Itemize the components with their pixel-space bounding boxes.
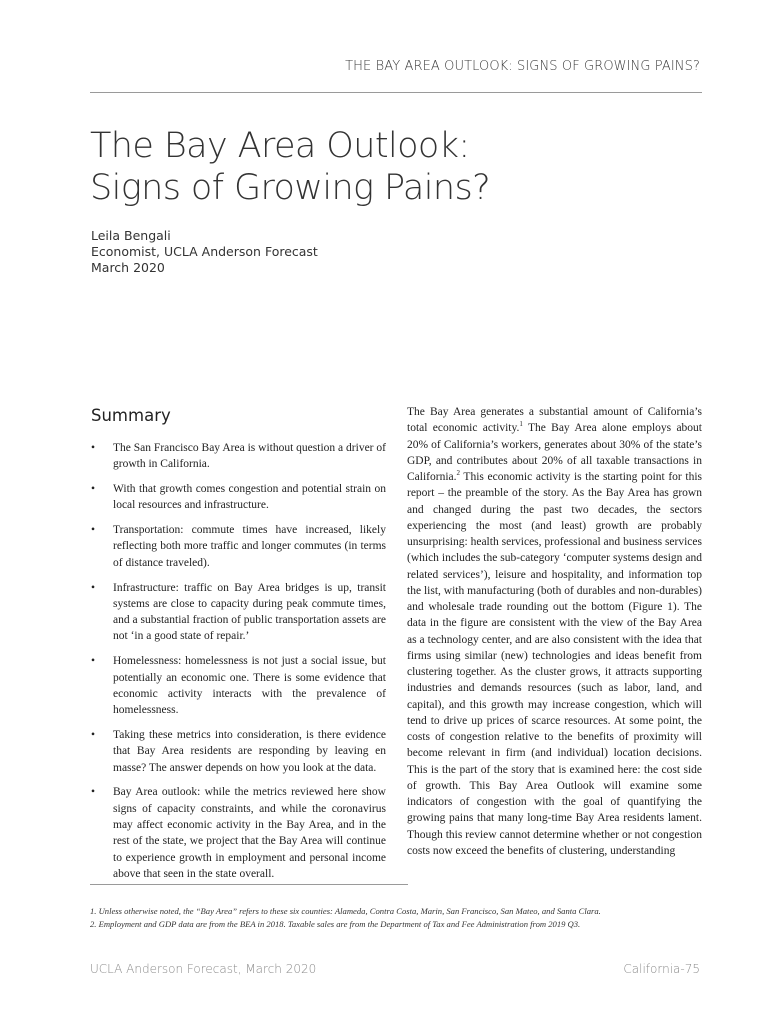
summary-bullet bbox=[91, 727, 386, 776]
summary-bullet bbox=[91, 522, 386, 571]
title-line-2: Signs of Growing Pains? bbox=[90, 168, 491, 208]
bullet-marker: • bbox=[91, 655, 96, 668]
running-head: THE BAY AREA OUTLOOK: SIGNS OF GROWING PAINS? bbox=[345, 59, 700, 74]
bullet-text: Homelessness: homelessness is not just a social issue, but potentially an economic one. There is some evidence that economic activity interacts with the prevalence of homelessness. bbox=[113, 655, 386, 717]
bullet-marker: • bbox=[91, 786, 96, 799]
bullet-marker: • bbox=[91, 581, 96, 594]
body-paragraph bbox=[407, 404, 702, 859]
summary-bullet bbox=[91, 653, 386, 718]
summary-heading: Summary bbox=[91, 406, 171, 425]
body-text: This economic activity is the starting point for this report – the preamble of the story. As the Bay Area has grown and changed during the past two decades, the sectors experiencing the most (and least) growth are probably unsurprising: health services, professional and business services (which includes the sub-category ‘computer systems design and related services’), leisure and hospitality, and information top the list, with manufacturing (both of durables and non-durables) and wholesale trade rounding out the bottom (Figure 1). The data in the figure are consistent with the view of the Bay Area as a technology center, and are also consistent with the idea that firms using similar (new) technologies and ideas benefit from clustering together. As the cluster grows, it attracts supporting industries and demands resources (such as labor, land, and capital), and this growth may increase congestion, which will tend to drive up prices of scarce resources. At some point, the costs of congestion relative to the benefits of proximity will become relevant in firm (and individual) location decisions. This is the part of the story that is examined here: the cost side of growth. This Bay Area Outlook will examine some indicators of congestion with the goal of quantifying the growing pains that many long-time Bay Area residents lament. Though this review cannot determine whether or not congestion costs now exceed the benefits of clustering, understanding bbox=[407, 471, 702, 857]
bullet-text: The San Francisco Bay Area is without question a driver of growth in California. bbox=[113, 442, 386, 471]
footnote-1: 1. Unless otherwise noted, the “Bay Area” refers to these six counties: Alameda, Contra Costa, Marin, San Francisco, San Mateo, and Santa Clara. bbox=[90, 906, 601, 916]
summary-bullet bbox=[91, 440, 386, 473]
author-affiliation: Economist, UCLA Anderson Forecast bbox=[91, 244, 318, 259]
body-text: The Bay Area alone employs about 20% of California’s workers, generates about 30% of the state’s GDP, and contributes about 20% of all taxable transactions in California. bbox=[407, 422, 703, 483]
publication-date: March 2020 bbox=[91, 260, 165, 275]
summary-bullet-list bbox=[91, 440, 386, 891]
bullet-text: Transportation: commute times have increased, likely reflecting both more traffic and longer commutes (in terms of distance traveled). bbox=[113, 524, 386, 569]
footnote-ref-2[interactable]: 2 bbox=[456, 469, 460, 478]
summary-bullet bbox=[91, 580, 386, 645]
author-name: Leila Bengali bbox=[91, 228, 171, 243]
footnote-divider bbox=[90, 884, 408, 885]
bullet-text: Bay Area outlook: while the metrics reviewed here show signs of capacity constraints, and while the coronavirus may affect economic activity in the Bay Area, and in the rest of the state, we project that the Bay Area will continue to experience growth in employment and personal income above that seen in the state overall. bbox=[113, 786, 386, 880]
byline bbox=[91, 228, 318, 276]
bullet-text: With that growth comes congestion and potential strain on local resources and infrastructure. bbox=[113, 483, 386, 512]
footnote-ref-1[interactable]: 1 bbox=[519, 420, 523, 429]
header-divider bbox=[90, 92, 702, 93]
page-title bbox=[90, 125, 490, 209]
summary-bullet bbox=[91, 481, 386, 514]
title-line-1: The Bay Area Outlook: bbox=[90, 126, 470, 166]
footnotes bbox=[90, 905, 601, 931]
footer-page-number: California-75 bbox=[623, 962, 700, 976]
body-text: The Bay Area generates a substantial amount of California’s total economic activity. bbox=[407, 406, 702, 435]
bullet-marker: • bbox=[91, 442, 96, 454]
bullet-marker: • bbox=[91, 524, 96, 537]
summary-bullet bbox=[91, 784, 386, 882]
footer-publication: UCLA Anderson Forecast, March 2020 bbox=[90, 962, 317, 976]
footnote-2: 2. Employment and GDP data are from the BEA in 2018. Taxable sales are from the Department of Tax and Fee Administration from 2019 Q3. bbox=[90, 919, 581, 929]
bullet-text: Taking these metrics into consideration, is there evidence that Bay Area residents are responding by leaving en masse? The answer depends on how you look at the data. bbox=[113, 728, 386, 774]
bullet-marker: • bbox=[91, 483, 96, 496]
bullet-text: Infrastructure: traffic on Bay Area bridges is up, transit systems are close to capacity during peak commute times, and a substantial fraction of public transportation assets are not ‘in a good state of repair.’ bbox=[113, 581, 386, 643]
bullet-marker: • bbox=[91, 728, 96, 741]
